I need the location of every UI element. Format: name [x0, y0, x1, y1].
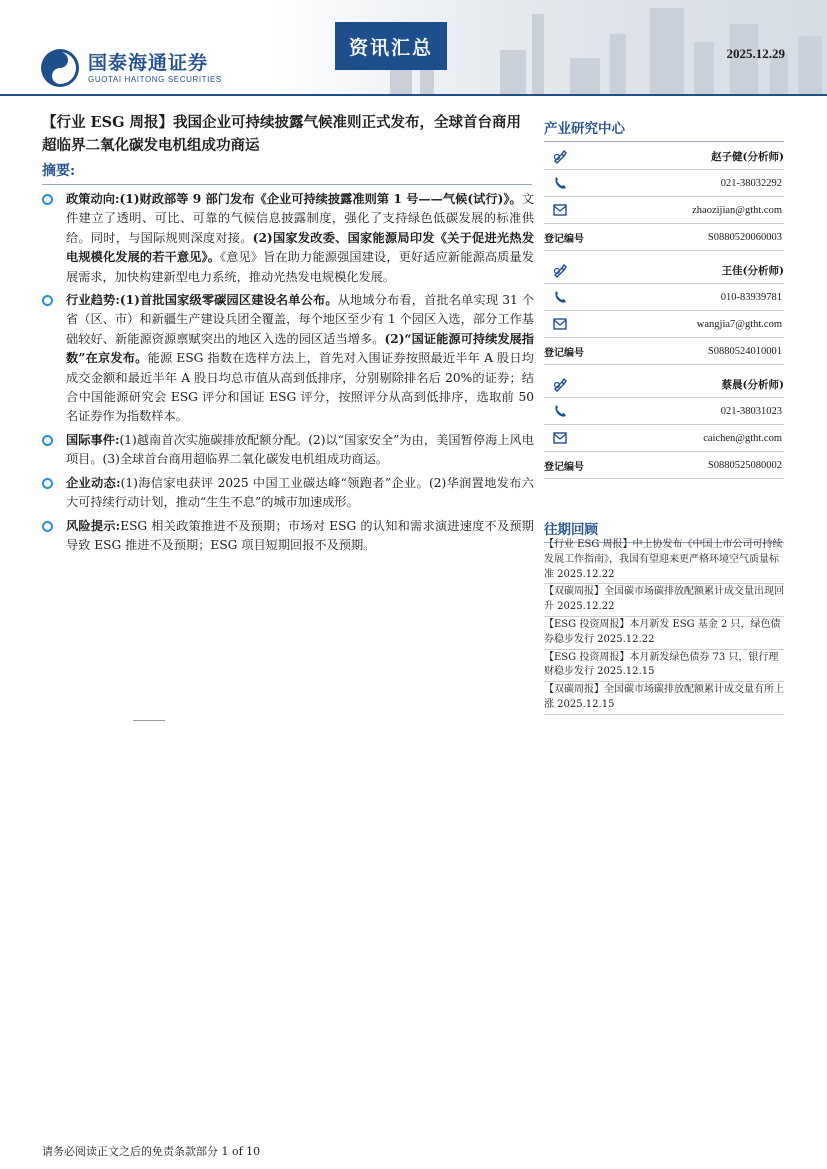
recent-report-link[interactable]: 【行业 ESG 周报】中上协发布《中国上市公司可持续发展工作指南》，我国有望迎来更严格环境空气质量标准 2025.12.22 — [544, 537, 784, 584]
bullet-text: (1)首批国家级零碳园区建设名单公布。 — [119, 293, 338, 308]
divider-mark — [133, 720, 165, 721]
signature-icon — [552, 376, 568, 392]
analyst-row — [544, 311, 784, 338]
analyst-phone: 021-38031023 — [720, 405, 782, 417]
bullet-text: (2)“国证能源可持续发展指数”在京发布。 — [66, 331, 534, 366]
signature-icon — [552, 148, 568, 164]
signature-icon — [552, 262, 568, 278]
analyst-row — [544, 425, 784, 452]
registration-label: 登记编号 — [544, 347, 584, 359]
email-icon — [552, 316, 568, 332]
analyst-row — [544, 197, 784, 224]
bullet-heading: 企业动态: — [66, 475, 121, 490]
analyst-row — [544, 170, 784, 197]
bullet-dot-icon — [42, 478, 53, 489]
abstract-heading: 摘要: — [42, 160, 532, 185]
analyst-row — [544, 338, 784, 365]
analyst-row — [544, 224, 784, 251]
bullet-dot-icon — [42, 194, 53, 205]
analyst-row — [544, 143, 784, 170]
research-center-heading-box — [544, 117, 784, 142]
registration-label: 登记编号 — [544, 461, 584, 473]
recent-reports-heading: 往期回顾 — [544, 518, 784, 543]
bullet-dot-icon — [42, 521, 53, 532]
abstract-bullet — [42, 517, 534, 556]
bullet-text: (1)越南首次实施碳排放配额分配。(2)以“国家安全”为由，美国暂停海上风电项目。(3)全球首台商用超临界二氧化碳发电机组成功商运。 — [66, 432, 534, 467]
recent-report-link[interactable]: 【双碳周报】全国碳市场碳排放配额累计成交量有所上涨 2025.12.15 — [544, 682, 784, 715]
bullet-heading: 国际事件: — [66, 432, 120, 447]
abstract-bullet — [42, 190, 534, 287]
bullet-text: (2)国家发改委、国家能源局印发《关于促进光热发电规模化发展的若干意见》。 — [66, 230, 535, 265]
analyst-row — [544, 257, 784, 284]
page-footer: 请务必阅读正文之后的免责条款部分 1 of 10 — [42, 1145, 261, 1158]
bullet-text: 能源 ESG 指数在选样方法上，首先对入围证券按照最近半年 A 股日均成交金额和最近半年 A 股日均总市值从高到低排序，分别剔除排名后 20%的证券；结合中国能源研究会 ESG 评分和国证 ESG 评分，按照评分从高到低排序，选取前 50 名证券作为指数样本。 — [66, 351, 534, 424]
header-rule — [0, 94, 827, 96]
email-icon — [552, 202, 568, 218]
analyst-email[interactable]: wangjia7@gtht.com — [696, 318, 782, 330]
logo-chinese-name: 国泰海通证券 — [88, 51, 209, 74]
recent-report-link[interactable]: 【ESG 投资周报】本月新发 ESG 基金 2 只，绿色债券稳步发行 2025.12.22 — [544, 617, 784, 650]
analyst-registration-number: S0880525080002 — [707, 459, 782, 471]
analyst-email[interactable]: caichen@gtht.com — [703, 432, 782, 444]
abstract-bullets — [42, 190, 534, 559]
logo-english-name: GUOTAI HAITONG SECURITIES — [88, 74, 222, 84]
phone-icon — [552, 403, 568, 419]
analyst-phone: 010-83939781 — [720, 291, 782, 303]
bullet-heading: 行业趋势: — [66, 293, 120, 308]
phone-icon — [552, 289, 568, 305]
report-title: 【行业 ESG 周报】我国企业可持续披露气候准则正式发布，全球首台商用超临界二氧化碳发电机组成功商运 — [42, 114, 521, 154]
bullet-text: 文件建立了透明、可比、可靠的气候信息披露制度，强化了支持绿色低碳发展的标准供给。同时，与国际规则深度对接。 — [66, 192, 534, 245]
company-logo — [40, 48, 222, 88]
bullet-text: (1)海信家电获评 2025 中国工业碳达峰“领跑者”企业。(2)华润置地发布六大可持续行动计划，推动“生生不息”的城市加速成形。 — [66, 475, 534, 510]
analyst-registration-number: S0880524010001 — [707, 345, 782, 357]
recent-report-link[interactable]: 【ESG 投资周报】本月新发绿色债券 73 只，银行理财稳步发行 2025.12.15 — [544, 650, 784, 683]
research-center-heading: 产业研究中心 — [544, 117, 784, 142]
analyst-name: 王佳(分析师) — [721, 264, 784, 277]
analyst-card — [544, 371, 784, 479]
abstract-bullet — [42, 474, 534, 513]
bullet-dot-icon — [42, 295, 53, 306]
analyst-phone: 021-38032292 — [720, 177, 782, 189]
bullet-text: (1)财政部等 9 部门发布《企业可持续披露准则第 1 号——气候(试行)》。 — [119, 192, 522, 206]
analyst-row — [544, 398, 784, 425]
phone-icon — [552, 175, 568, 191]
analyst-registration-number: S0880520060003 — [707, 231, 782, 243]
abstract-bullet — [42, 291, 534, 427]
bullet-heading: 风险提示: — [66, 518, 121, 533]
analyst-email[interactable]: zhaozijian@gtht.com — [692, 204, 782, 216]
abstract-bullet — [42, 431, 534, 470]
analyst-row — [544, 284, 784, 311]
analyst-row — [544, 452, 784, 479]
email-icon — [552, 430, 568, 446]
bullet-dot-icon — [42, 435, 53, 446]
registration-label: 登记编号 — [544, 233, 584, 245]
analyst-card — [544, 257, 784, 365]
report-date: 2025.12.29 — [726, 46, 785, 61]
report-header — [0, 0, 827, 96]
analyst-name: 赵子健(分析师) — [711, 150, 784, 163]
logo-mark-icon — [40, 48, 80, 88]
bullet-text: ESG 相关政策推进不及预期；市场对 ESG 的认知和需求演进速度不及预期导致 ESG 推进不及预期；ESG 项目短期回报不及预期。 — [66, 518, 534, 552]
bullet-text: 《意见》旨在助力能源强国建设，更好适应新能源高质量发展需求，加快构建新型电力系统，推动光热发电规模化发展。 — [66, 250, 534, 284]
analyst-row — [544, 371, 784, 398]
recent-report-link[interactable]: 【双碳周报】全国碳市场碳排放配额累计成交量出现回升 2025.12.22 — [544, 584, 784, 617]
recent-reports-list — [544, 537, 784, 715]
bullet-text: 从地域分布看，首批名单实现 31 个省（区、市）和新疆生产建设兵团全覆盖，每个地区至少有 1 个园区入选，部分工作基础较好、新能源资源禀赋突出的地区入选的园区适当增多。 — [66, 293, 535, 346]
analyst-name: 蔡晨(分析师) — [721, 378, 784, 391]
bullet-heading: 政策动向: — [66, 192, 120, 206]
analyst-card — [544, 143, 784, 251]
report-type-tag: 资讯汇总 — [335, 22, 447, 70]
